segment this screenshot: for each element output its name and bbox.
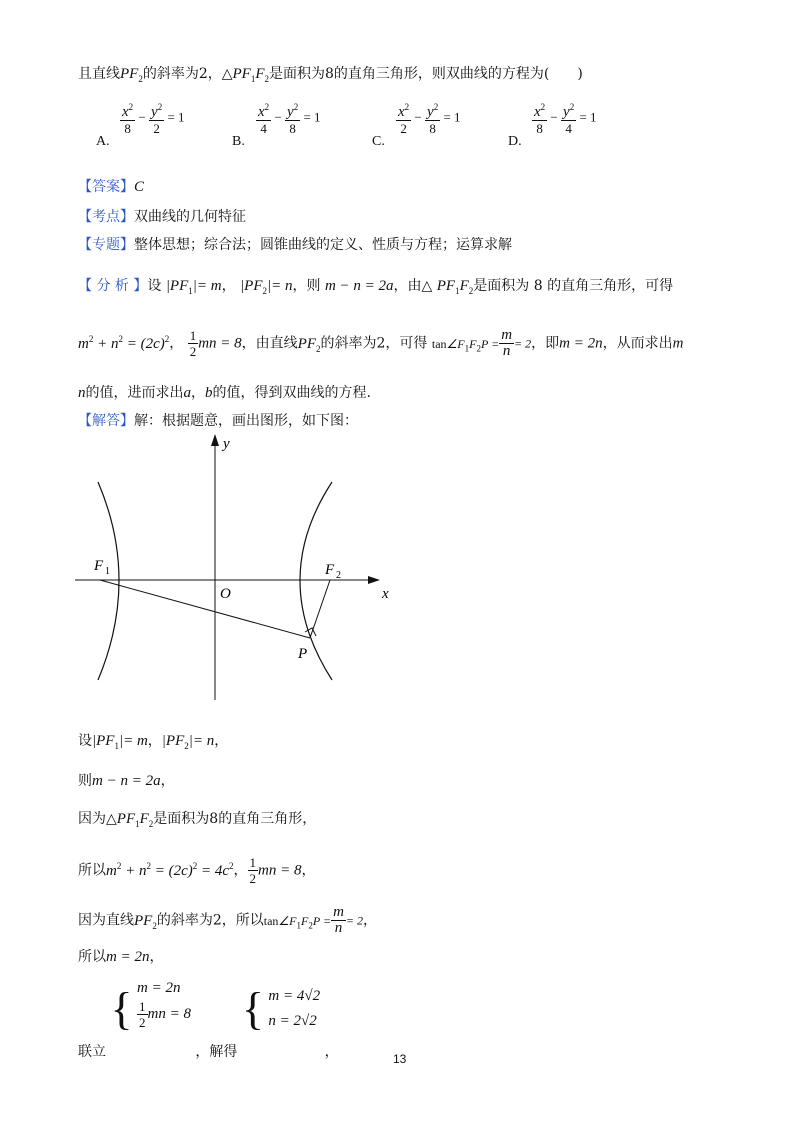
answer-line: 【答案】C bbox=[78, 179, 145, 195]
jieda-line: 【解答】解：根据题意，画出图形，如下图： bbox=[78, 413, 358, 429]
svg-text:2: 2 bbox=[336, 570, 341, 581]
fenxi-line-2: $m^2 + n^2 = (2c)^2$， $\frac{1}{2}$ mn = 8，由直线$PF_2$的斜率为2，可得 $\tan\angle F_1F_2P$ = $\frac{m}{n}$ = 2，即m = 2n，从而求出m bbox=[78, 327, 684, 359]
option-4[interactable]: $\frac{x^2}{8}$ − $\frac{y^2}{4}$ = 1 D. bbox=[508, 102, 597, 149]
hyperbola-left-branch bbox=[98, 482, 119, 680]
triangle-pf1f2: $PF_1F_2$ bbox=[232, 66, 270, 84]
fenxi-line-3: n的值，进而求出a，b的值，得到双曲线的方程. bbox=[78, 385, 371, 401]
zhuanti-line: 【专题】整体思想；综合法；圆锥曲线的定义、性质与方程；运算求解 bbox=[78, 237, 512, 253]
step-7: 联立 { m = 2n $\frac{1}{2}$ mn = 8 ，解得 { m = 4√2 n = 2√2 ， bbox=[78, 980, 339, 1060]
option-1[interactable]: $\frac{x^2}{8}$ − $\frac{y^2}{2}$ = 1 A. bbox=[96, 102, 185, 149]
step-2: 则m − n = 2a， bbox=[78, 773, 175, 789]
label-y: y bbox=[223, 436, 230, 452]
label-p: P bbox=[298, 646, 308, 662]
right-angle-mark bbox=[305, 628, 316, 636]
label-f1: F bbox=[94, 558, 104, 574]
step-3: 因为$\triangle PF_1F_2$是面积为8的直角三角形， bbox=[78, 811, 317, 829]
label-f2: F bbox=[325, 562, 335, 578]
option-3[interactable]: $\frac{x^2}{2}$ − $\frac{y^2}{8}$ = 1 C. bbox=[372, 102, 461, 149]
step-5: 因为直线$PF_2$的斜率为2，所以$\tan\angle F_1F_2P$ = $\frac{m}{n}$ = 2， bbox=[78, 904, 378, 936]
option-2[interactable]: $\frac{x^2}{4}$ − $\frac{y^2}{8}$ = 1 B. bbox=[232, 102, 321, 149]
label-origin: O bbox=[220, 586, 231, 602]
label-x: x bbox=[382, 586, 389, 602]
kaodian-line: 【考点】双曲线的几何特征 bbox=[78, 209, 246, 225]
svg-text:1: 1 bbox=[105, 566, 110, 577]
page-number: 13 bbox=[393, 1052, 407, 1066]
fenxi-line-1: 【 分 析 】设 $|PF_1|= m$， $|PF_2|= n$，则 m − n = 2a，由△ $PF_1F_2$是面积为 8 的直角三角形，可得 bbox=[78, 278, 674, 296]
y-axis-arrow bbox=[211, 434, 219, 446]
problem-stem: 且直线$PF_2$的斜率为2，$\triangle PF_1F_2$是面积为8的直角三角形，则双曲线的方程为( ) bbox=[78, 66, 583, 84]
step-4: 所以$m^2 + n^2 = (2c)^2 = 4c^2$， $\frac{1}{2}$ mn = 8， bbox=[78, 855, 316, 886]
x-axis-arrow bbox=[368, 576, 380, 584]
step-1: 设$|PF_1|= m$，$|PF_2|= n$， bbox=[78, 733, 229, 751]
step-6: 所以m = 2n， bbox=[78, 949, 164, 965]
pf2-symbol: $PF_2$ bbox=[120, 66, 143, 84]
hyperbola-figure bbox=[70, 432, 410, 702]
segment-f1-p bbox=[100, 580, 310, 638]
answer-value: C bbox=[134, 179, 145, 195]
